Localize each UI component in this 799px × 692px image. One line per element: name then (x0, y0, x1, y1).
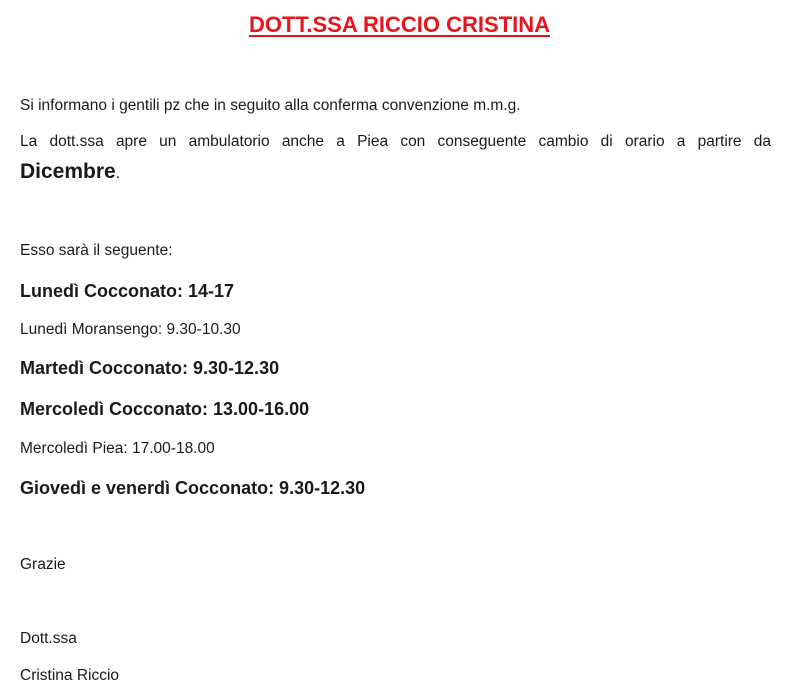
schedule-item-wednesday-cocconato: Mercoledì Cocconato: 13.00-16.00 (20, 399, 310, 419)
thanks-text: Grazie (20, 556, 66, 573)
schedule-item-monday-moransengo: Lunedì Moransengo: 9.30-10.30 (20, 321, 241, 338)
signature-name: Cristina Riccio (20, 667, 120, 684)
announcement-month-line (20, 160, 120, 184)
signature-title: Dott.ssa (20, 630, 77, 647)
announcement-month: Dicembre (20, 160, 116, 183)
schedule-item-monday-cocconato: Lunedì Cocconato: 14-17 (20, 281, 235, 301)
schedule-item-tuesday-cocconato: Martedì Cocconato: 9.30-12.30 (20, 358, 280, 378)
announcement-period: . (115, 165, 121, 182)
schedule-intro: Esso sarà il seguente: (20, 242, 173, 259)
schedule-item-thursday-friday-cocconato: Giovedì e venerdì Cocconato: 9.30-12.30 (20, 478, 366, 498)
announcement-line: La dott.ssa apre un ambulatorio anche a Piea con conseguente cambio di orario a partire da (20, 133, 771, 150)
schedule-item-wednesday-piea: Mercoledì Piea: 17.00-18.00 (20, 440, 215, 457)
intro-line: Si informano i gentili pz che in seguito alla conferma convenzione m.m.g. (20, 97, 521, 114)
page-title: DOTT.SSA RICCIO CRISTINA (248, 12, 551, 37)
